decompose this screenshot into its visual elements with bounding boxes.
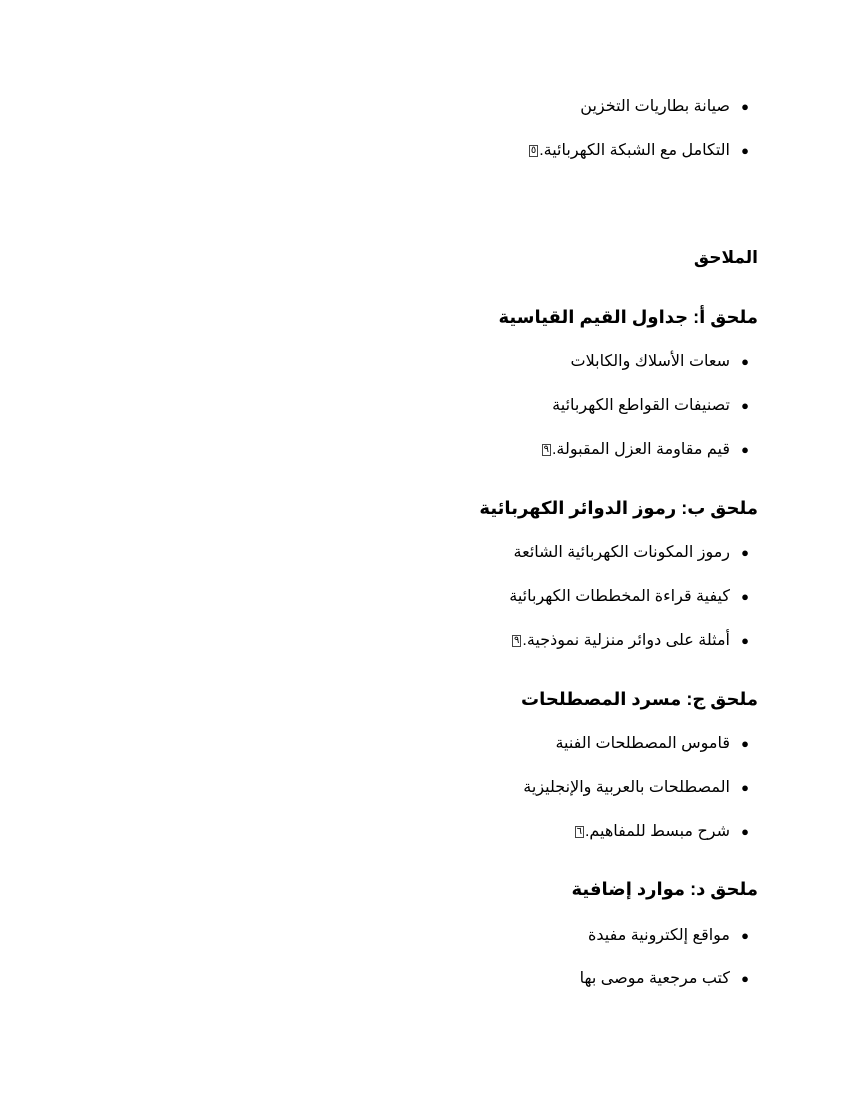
appendix-c-title: ملحق ج: مسرد المصطلحات — [521, 689, 758, 709]
appendices-heading: الملاحق — [693, 248, 758, 267]
list-item-text: صيانة بطاريات التخزين — [580, 98, 730, 115]
list-item-text: شرح مبسط للمفاهيم. — [584, 823, 730, 840]
reference-marker[interactable]: ٩ — [543, 444, 549, 455]
list-item-text: كيفية قراءة المخططات الكهربائية — [509, 588, 730, 605]
bullet-icon: ● — [741, 928, 749, 943]
list-item-text: أمثلة على دوائر منزلية نموذجية. — [522, 632, 730, 649]
list-item — [580, 97, 760, 117]
appendix-a-title: ملحق أ: جداول القيم القياسية — [498, 307, 758, 327]
list-item — [580, 969, 760, 989]
list-item-text: المصطلحات بالعربية والإنجليزية — [523, 779, 730, 796]
appendix-d-title: ملحق د: موارد إضافية — [571, 879, 758, 899]
list-item — [555, 734, 760, 754]
list-item — [571, 352, 760, 372]
reference-marker[interactable]: ٩ — [514, 635, 520, 646]
list-item-text: سعات الأسلاك والكابلات — [570, 353, 730, 370]
bullet-icon: ● — [741, 824, 749, 839]
list-item — [542, 440, 760, 460]
bullet-icon: ● — [741, 143, 749, 158]
list-item — [512, 631, 760, 651]
list-item — [523, 778, 760, 798]
list-item-text: مواقع إلكترونية مفيدة — [587, 927, 730, 944]
bullet-icon: ● — [741, 736, 749, 751]
list-item — [588, 926, 760, 946]
reference-marker[interactable]: ٦ — [576, 826, 582, 837]
list-item-text: كتب مرجعية موصى بها — [579, 970, 730, 987]
bullet-icon: ● — [741, 971, 749, 986]
bullet-icon: ● — [741, 780, 749, 795]
list-item — [529, 141, 760, 161]
bullet-icon: ● — [741, 442, 749, 457]
list-item-text: قاموس المصطلحات الفنية — [555, 735, 730, 752]
bullet-icon: ● — [741, 398, 749, 413]
reference-marker[interactable]: ٥ — [530, 145, 537, 156]
list-item — [514, 543, 760, 563]
bullet-icon: ● — [741, 589, 749, 604]
list-item — [575, 822, 760, 842]
list-item-text: رموز المكونات الكهربائية الشائعة — [513, 544, 730, 561]
bullet-icon: ● — [741, 99, 749, 114]
bullet-icon: ● — [741, 545, 749, 560]
list-item — [552, 396, 760, 416]
bullet-icon: ● — [741, 633, 749, 648]
list-item-text: التكامل مع الشبكة الكهربائية. — [539, 142, 730, 159]
bullet-icon: ● — [741, 354, 749, 369]
appendix-b-title: ملحق ب: رموز الدوائر الكهربائية — [479, 498, 758, 518]
list-item-text: تصنيفات القواطع الكهربائية — [552, 397, 730, 414]
list-item — [509, 587, 760, 607]
list-item-text: قيم مقاومة العزل المقبولة. — [551, 441, 730, 458]
